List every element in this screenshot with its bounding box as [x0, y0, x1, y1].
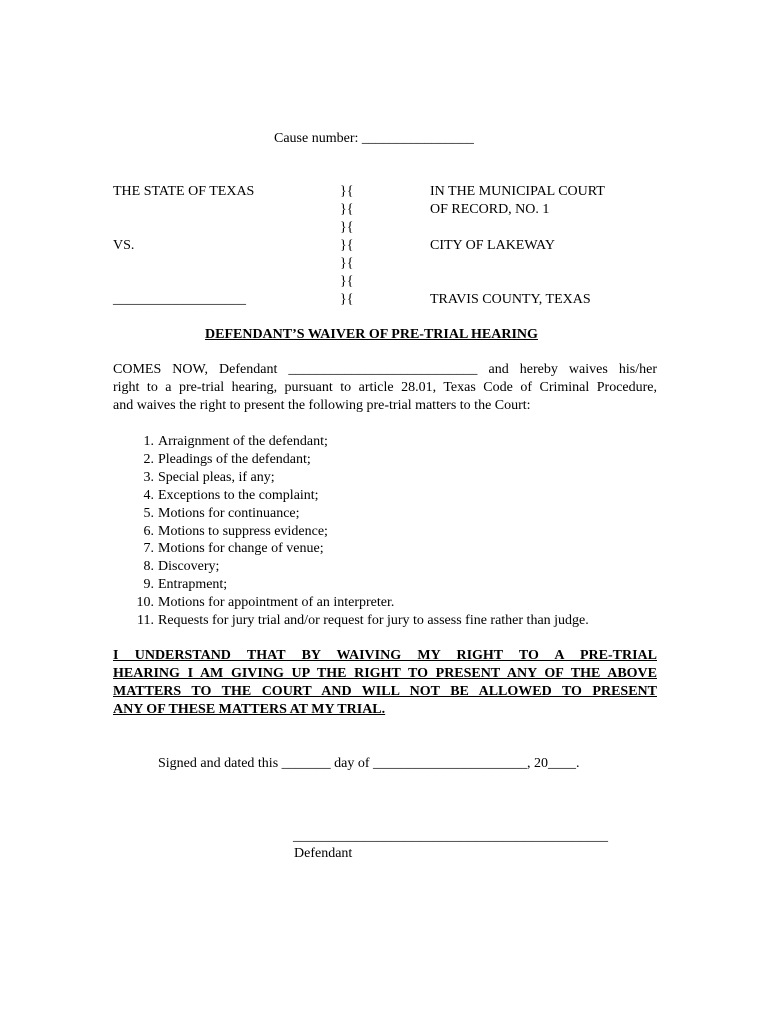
list-item-number: 11. [137, 613, 154, 629]
list-item-text: Special pleas, if any; [158, 469, 275, 485]
signed-dated-line: Signed and dated this _______ day of ______________________, 20____. [158, 756, 580, 771]
waiver-acknowledgement [113, 647, 657, 719]
list-item-number: 7. [143, 541, 154, 557]
list-item-text: Exceptions to the complaint; [158, 487, 319, 503]
list-item [113, 433, 589, 451]
intro-line: COMES NOW, Defendant ___________________________ and hereby waives his/her [113, 362, 657, 377]
acknowledgement-line: ANY OF THESE MATTERS AT MY TRIAL. [113, 702, 386, 717]
defendant-signature-line: _____________________________________________ [293, 829, 608, 844]
list-item-text: Motions for continuance; [158, 505, 300, 521]
list-item [113, 487, 589, 505]
caption-city: CITY OF LAKEWAY [430, 238, 555, 253]
caption-county: TRAVIS COUNTY, TEXAS [430, 292, 591, 307]
list-item-number: 3. [143, 469, 154, 485]
list-item-number: 4. [143, 487, 154, 503]
list-item [113, 576, 589, 594]
caption-separator: }{ [340, 238, 354, 253]
list-item-text: Pleadings of the defendant; [158, 451, 311, 467]
list-item [113, 540, 589, 558]
caption-separator: }{ [340, 184, 354, 199]
list-item-text: Motions for appointment of an interpreter. [158, 595, 395, 611]
defendant-label: Defendant [294, 846, 353, 861]
caption-court-number: OF RECORD, NO. 1 [430, 202, 550, 217]
list-item-number: 8. [143, 559, 154, 575]
list-item-text: Requests for jury trial and/or request for jury to assess fine rather than judge. [158, 613, 589, 629]
list-item [113, 451, 589, 469]
list-item-text: Motions to suppress evidence; [158, 523, 328, 539]
caption-state: THE STATE OF TEXAS [113, 184, 255, 199]
list-item-number: 10. [136, 595, 154, 611]
list-item-number: 5. [143, 505, 154, 521]
caption-separator: }{ [340, 274, 354, 289]
list-item-number: 6. [143, 523, 154, 539]
intro-line: right to a pre-trial hearing, pursuant to article 28.01, Texas Code of Criminal Procedure, [113, 380, 657, 395]
acknowledgement-line: I UNDERSTAND THAT BY WAIVING MY RIGHT TO A PRE-TRIAL [113, 648, 657, 663]
list-item-text: Entrapment; [158, 577, 228, 593]
acknowledgement-line: MATTERS TO THE COURT AND WILL NOT BE ALLOWED TO PRESENT [113, 684, 657, 699]
matters-list [113, 433, 589, 630]
list-item-number: 9. [143, 577, 154, 593]
list-item-text: Motions for change of venue; [158, 541, 324, 557]
caption-versus: VS. [113, 238, 135, 253]
list-item [113, 612, 589, 630]
document-title: DEFENDANT’S WAIVER OF PRE-TRIAL HEARING [205, 327, 538, 342]
list-item-number: 1. [143, 434, 154, 449]
list-item-number: 2. [143, 451, 154, 467]
acknowledgement-line: HEARING I AM GIVING UP THE RIGHT TO PRESENT ANY OF THE ABOVE [113, 666, 657, 681]
list-item-text: Discovery; [158, 559, 220, 575]
caption-separator: }{ [340, 220, 354, 235]
list-item [113, 558, 589, 576]
list-item [113, 523, 589, 541]
caption-separator: }{ [340, 202, 354, 217]
caption-separator: }{ [340, 292, 354, 307]
list-item-text: Arraignment of the defendant; [158, 434, 328, 449]
list-item [113, 505, 589, 523]
caption-separator: }{ [340, 256, 354, 271]
intro-line: and waives the right to present the following pre-trial matters to the Court: [113, 398, 531, 413]
list-item [113, 469, 589, 487]
cause-number-field: Cause number: ________________ [274, 131, 474, 146]
caption-court: IN THE MUNICIPAL COURT [430, 184, 605, 199]
intro-paragraph [113, 361, 657, 415]
list-item [113, 594, 589, 612]
caption-defendant-blank: ___________________ [113, 292, 246, 307]
